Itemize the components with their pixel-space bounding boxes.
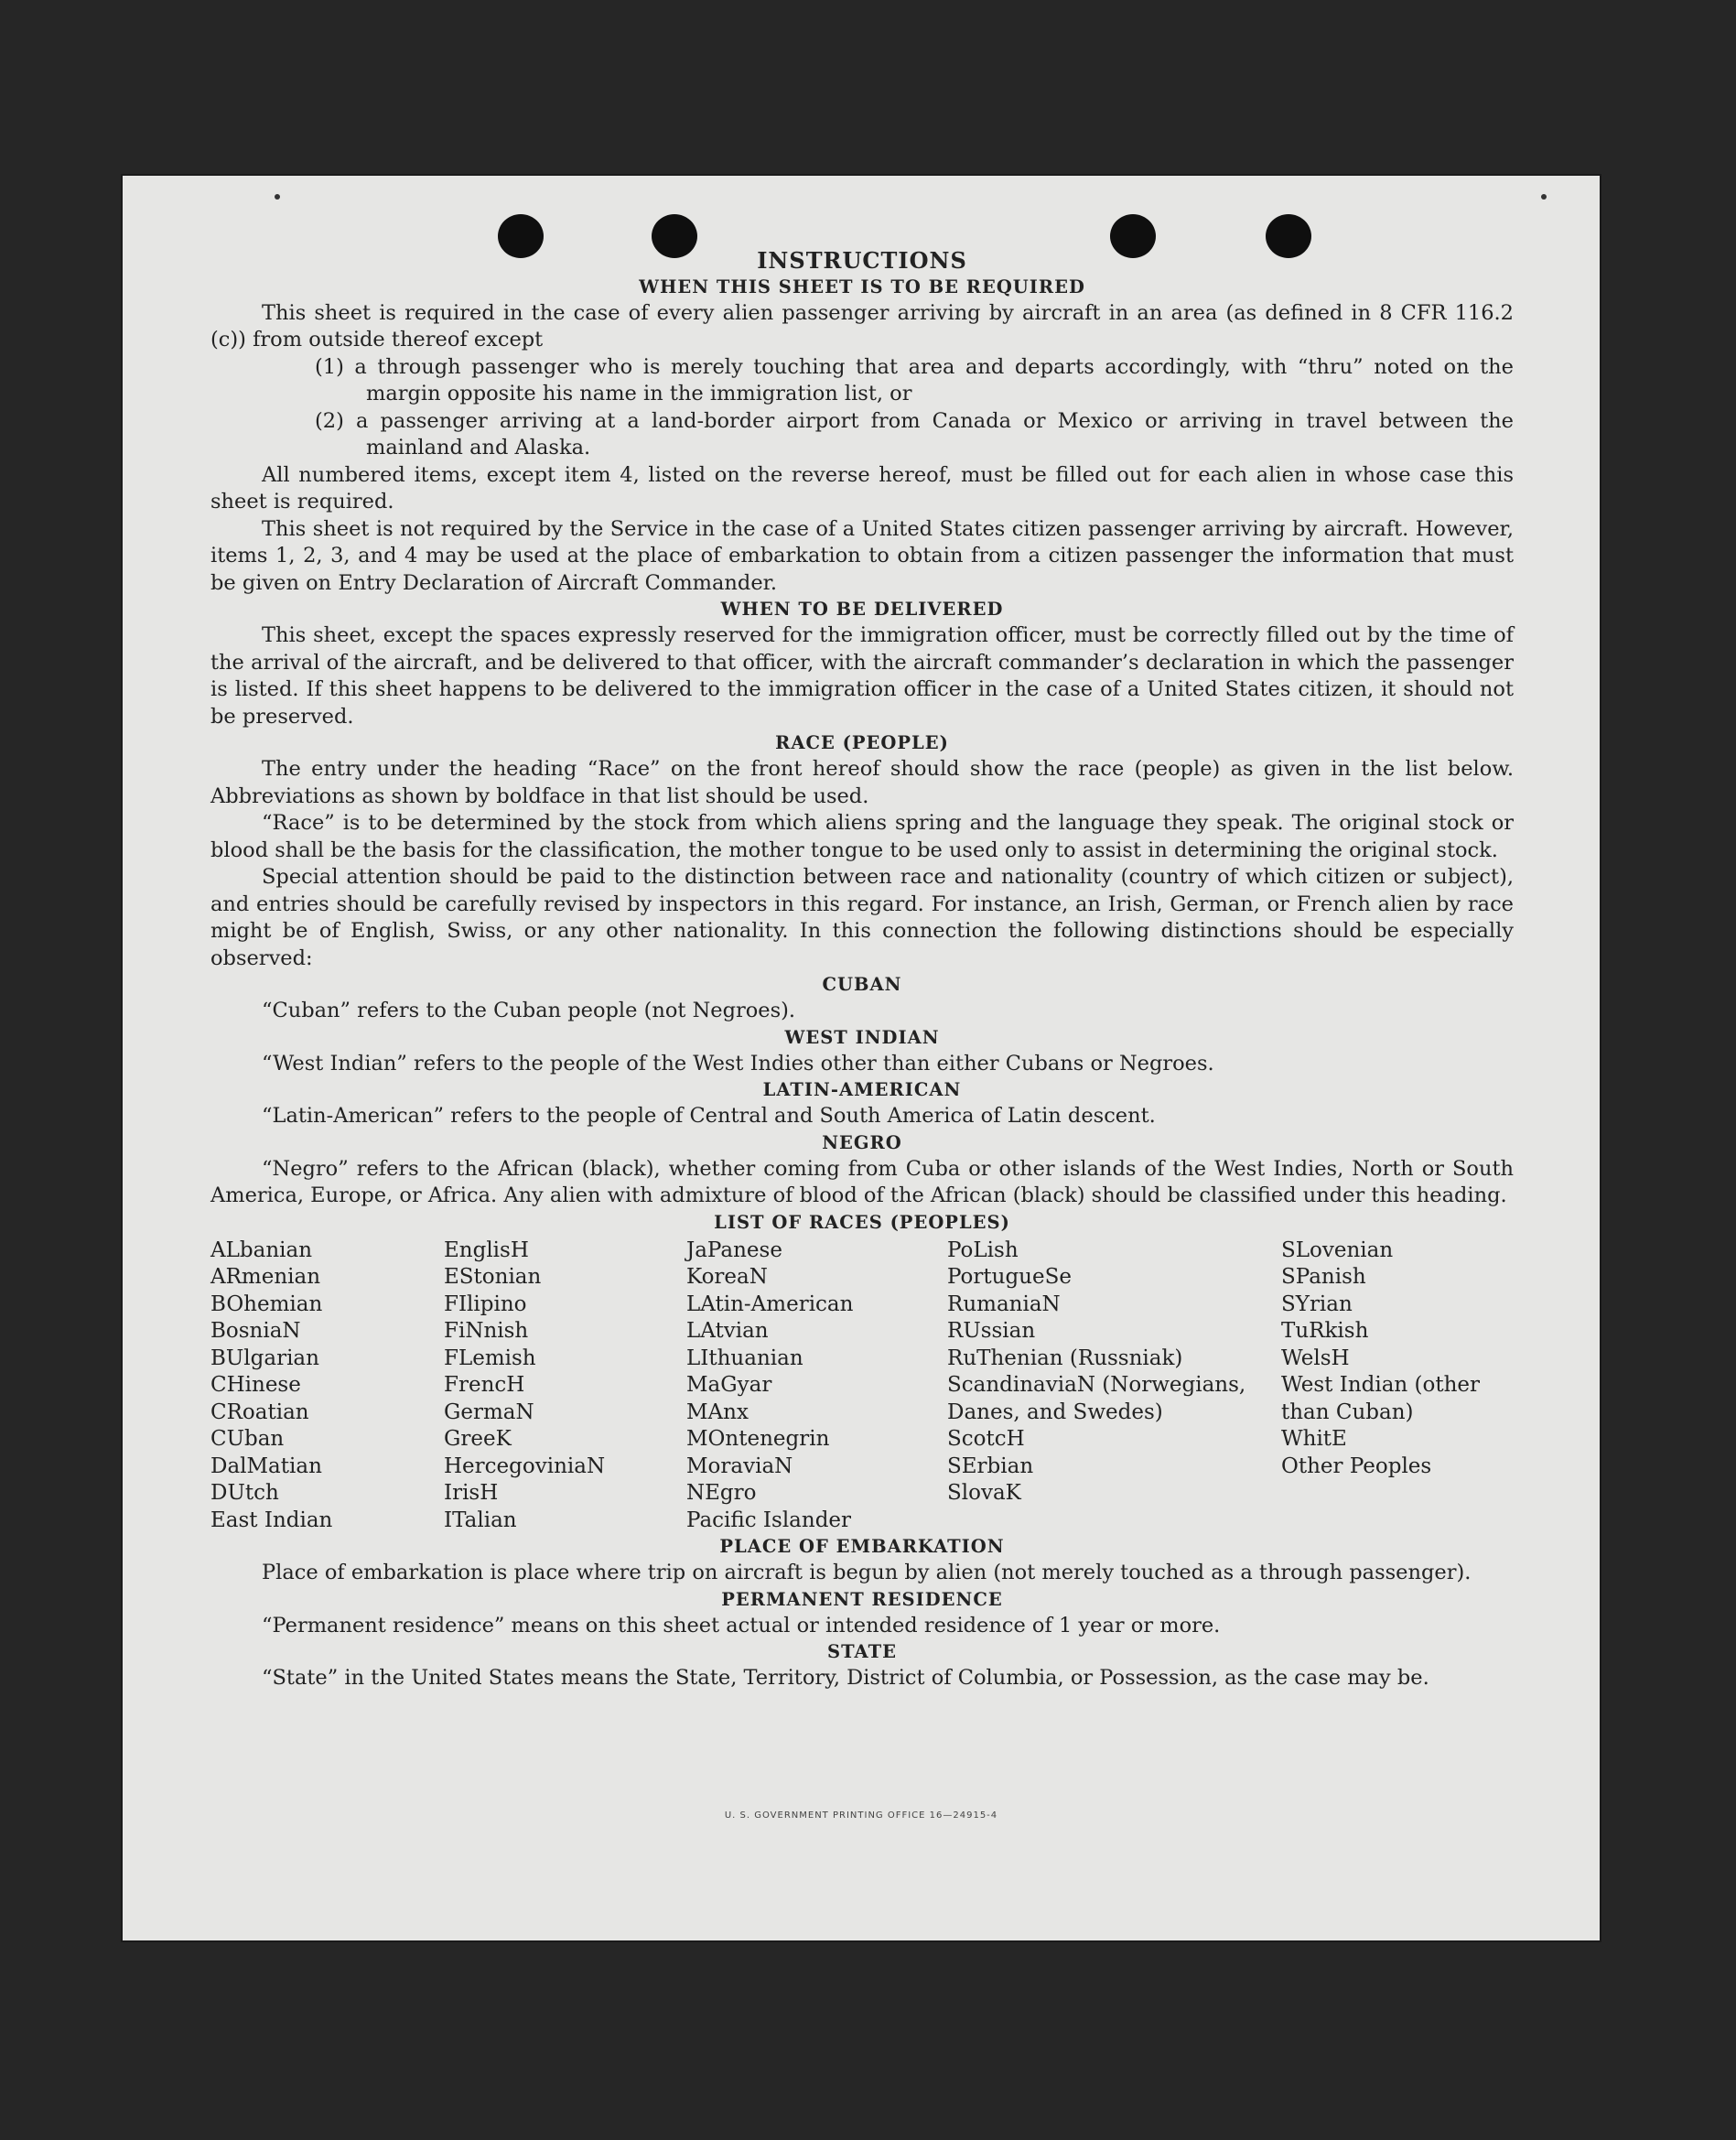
race-entry: Pacific Islander — [686, 1508, 852, 1532]
race-entry: FrencH — [444, 1373, 525, 1397]
section-heading: NEGRO — [822, 1131, 902, 1153]
race-entry: DalMatian — [210, 1454, 322, 1478]
race-entry: BUlgarian — [210, 1346, 319, 1370]
section-heading: CUBAN — [822, 974, 902, 995]
race-entry: WelsH — [1281, 1346, 1350, 1370]
paragraph: “Permanent residence” means on this sheet actual or intended residence of 1 year or more. — [262, 1613, 1221, 1637]
race-entry: LIthuanian — [686, 1346, 803, 1370]
section-heading: PLACE OF EMBARKATION — [719, 1536, 1005, 1557]
instructions-content — [210, 247, 1514, 1692]
race-entry: LAtin-American — [686, 1292, 854, 1316]
paragraph: Special attention should be paid to the distinction between race and nationality (country of which citizen or subject), and entries should be carefully revised by inspectors in this regard. For instance, an Irish, German, or French alien by race might be of English, Swiss, or any other nationality. In this connection the following distinctions should be especially observed: — [210, 865, 1514, 970]
paragraph: This sheet, except the spaces expressly reserved for the immigration officer, must be correctly filled out by the time of the arrival of the aircraft, and be delivered to that officer, with the aircraft commander’s declaration in which the passenger is listed. If this sheet happens to be delivered to the immigration officer in the case of a United States citizen, it should not be preserved. — [210, 623, 1514, 729]
race-entry: IrisH — [444, 1481, 499, 1505]
race-entry: GreeK — [444, 1427, 512, 1451]
list-item: (2) a passenger arriving at a land-border airport from Canada or Mexico or arriving in travel between the mainland and Alaska. — [315, 408, 1514, 459]
race-entry: SErbian — [947, 1454, 1034, 1478]
race-entry: BOhemian — [210, 1292, 323, 1316]
paragraph: The entry under the heading “Race” on the front hereof should show the race (people) as given in the list below. Abbreviations as shown by boldface in that list should be used. — [210, 757, 1514, 808]
race-entry: PoLish — [947, 1238, 1019, 1262]
races-column — [444, 1238, 686, 1535]
race-entry: ScotcH — [947, 1427, 1025, 1451]
race-entry: RumaniaN — [947, 1292, 1061, 1316]
paragraph: This sheet is required in the case of every alien passenger arriving by aircraft in an area (as defined in 8 CFR 116.2 (c)) from outside thereof except — [210, 300, 1514, 351]
race-entry: ITalian — [444, 1508, 517, 1532]
paragraph: All numbered items, except item 4, listed on the reverse hereof, must be filled out for each alien in whose case this sheet is required. — [210, 462, 1514, 513]
race-entry: HercegoviniaN — [444, 1454, 606, 1478]
race-entry: FLemish — [444, 1346, 536, 1370]
race-entry: DUtch — [210, 1481, 279, 1505]
race-entry: ScandinaviaN (Norwegians, Danes, and Swedes) — [947, 1373, 1246, 1424]
race-entry: ARmenian — [210, 1265, 321, 1289]
section-heading: WEST INDIAN — [784, 1026, 940, 1048]
race-entry: JaPanese — [686, 1238, 782, 1262]
paragraph: “State” in the United States means the State, Territory, District of Columbia, or Possession, as the case may be. — [262, 1666, 1429, 1690]
paragraph: This sheet is not required by the Service in the case of a United States citizen passenger arriving by aircraft. However, items 1, 2, 3, and 4 may be used at the place of embarkation to obtain from a citizen passenger the information that must be given on Entry Declaration of Aircraft Commander. — [210, 516, 1514, 595]
speck — [1541, 194, 1547, 200]
race-entry: MoraviaN — [686, 1454, 793, 1478]
race-entry: RuThenian (Russniak) — [947, 1346, 1183, 1370]
race-entry: RUssian — [947, 1319, 1036, 1343]
race-entry: SLovenian — [1281, 1238, 1394, 1262]
paragraph: “Latin-American” refers to the people of Central and South America of Latin descent. — [262, 1104, 1156, 1128]
race-entry: ALbanian — [210, 1238, 313, 1262]
race-entry: CHinese — [210, 1373, 301, 1397]
races-column — [947, 1238, 1281, 1535]
races-column — [1281, 1238, 1514, 1535]
document-sheet — [123, 176, 1600, 1940]
race-entry: LAtvian — [686, 1319, 769, 1343]
race-entry: EStonian — [444, 1265, 542, 1289]
races-column — [210, 1238, 444, 1535]
race-entry: BosniaN — [210, 1319, 301, 1343]
race-entry: CUban — [210, 1427, 285, 1451]
race-entry: MaGyar — [686, 1373, 772, 1397]
race-entry: SPanish — [1281, 1265, 1366, 1289]
paragraph: “Race” is to be determined by the stock from which aliens spring and the language they speak. The original stock or blood shall be the basis for the classification, the mother tongue to be used only to assist in determining the original stock. — [210, 811, 1514, 862]
races-column — [686, 1238, 947, 1535]
race-entry: KoreaN — [686, 1265, 768, 1289]
paragraph: “Cuban” refers to the Cuban people (not Negroes). — [262, 999, 796, 1022]
race-entry: SYrian — [1281, 1292, 1353, 1316]
section-heading: LATIN-AMERICAN — [762, 1079, 962, 1100]
races-heading: LIST OF RACES (PEOPLES) — [714, 1211, 1010, 1233]
race-entry: FiNnish — [444, 1319, 529, 1343]
document-title: INSTRUCTIONS — [757, 247, 967, 274]
list-item: (1) a through passenger who is merely touching that area and departs accordingly, with “thru” noted on the margin opposite his name in the immigration list, or — [315, 354, 1514, 405]
race-entry: WhitE — [1281, 1427, 1347, 1451]
race-entry: East Indian — [210, 1508, 333, 1532]
race-entry: TuRkish — [1281, 1319, 1369, 1343]
paragraph: Place of embarkation is place where trip on aircraft is begun by alien (not merely touched as a through passenger). — [262, 1561, 1472, 1584]
race-entry: SlovaK — [947, 1481, 1021, 1505]
race-entry: EnglisH — [444, 1238, 529, 1262]
speck — [275, 194, 280, 200]
races-list — [210, 1238, 1514, 1535]
race-entry: NEgro — [686, 1481, 757, 1505]
paragraph: “West Indian” refers to the people of the West Indies other than either Cubans or Negroes. — [262, 1051, 1214, 1075]
printer-imprint: U. S. GOVERNMENT PRINTING OFFICE 16—24915-4 — [724, 1810, 998, 1821]
race-entry: West Indian (other than Cuban) — [1281, 1373, 1481, 1424]
paragraph: “Negro” refers to the African (black), whether coming from Cuba or other islands of the West Indies, North or South America, Europe, or Africa. Any alien with admixture of blood of the African (black) should be classified under this heading. — [210, 1156, 1514, 1207]
race-entry: MAnx — [686, 1400, 749, 1424]
race-entry: CRoatian — [210, 1400, 309, 1424]
section-heading: STATE — [827, 1641, 897, 1662]
race-entry: GermaN — [444, 1400, 534, 1424]
section-heading: WHEN THIS SHEET IS TO BE REQUIRED — [639, 276, 1085, 297]
race-entry: FIlipino — [444, 1292, 527, 1316]
section-heading: PERMANENT RESIDENCE — [721, 1588, 1003, 1610]
race-entry: MOntenegrin — [686, 1427, 830, 1451]
race-entry: Other Peoples — [1281, 1454, 1432, 1478]
section-heading: WHEN TO BE DELIVERED — [720, 599, 1004, 620]
section-heading: RACE (PEOPLE) — [775, 732, 949, 753]
race-entry: PortugueSe — [947, 1265, 1072, 1289]
